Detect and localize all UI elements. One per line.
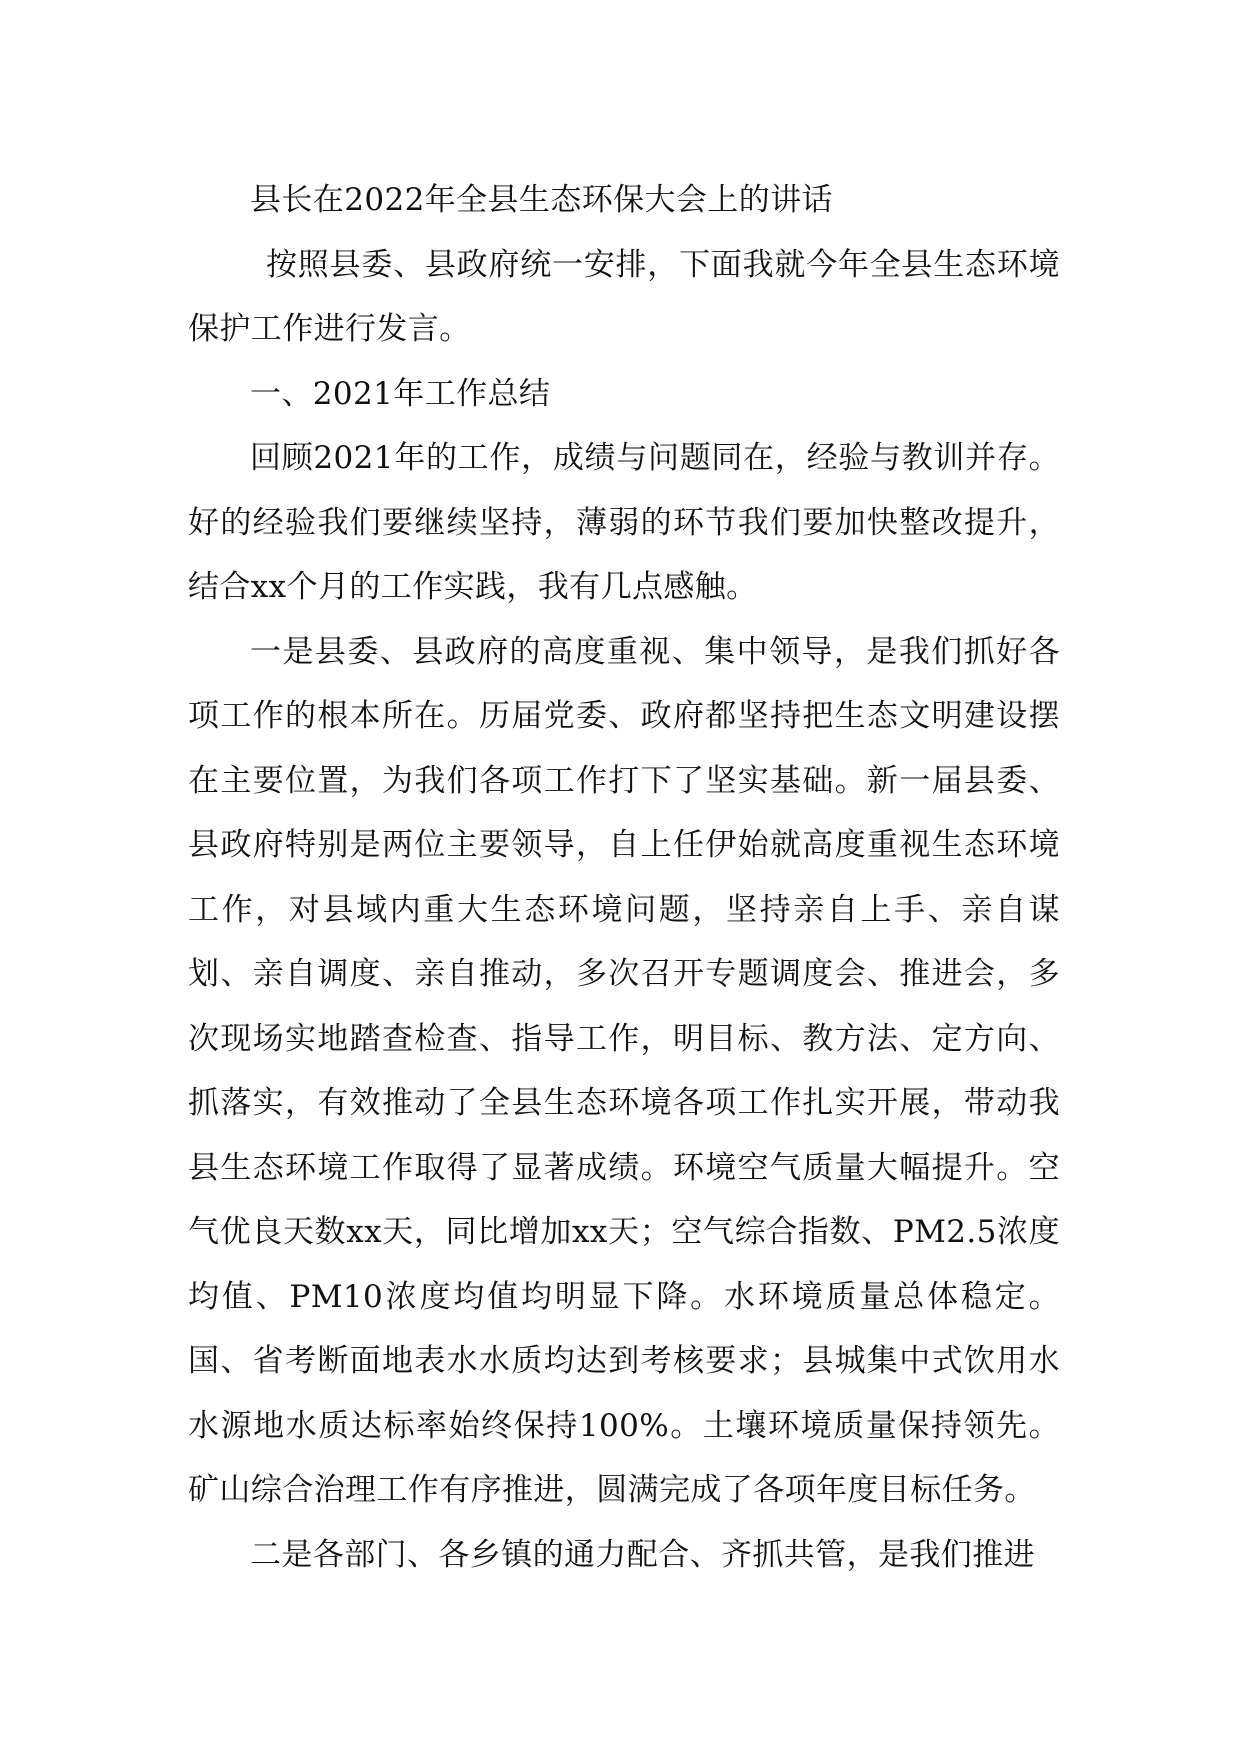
document-title: 县长在2022年全县生态环保大会上的讲话 [250,182,833,218]
paragraph-intro: 按照县委、县政府统一安排，下面我就今年全县生态环境保护工作进行发言。 [188,246,1060,347]
document-body [188,168,1060,1587]
paragraph: 回顾2021年的工作，成绩与问题同在，经验与教训并存。好的经验我们要继续坚持，薄弱的环节我们要加快整改提升，结合xx个月的工作实践，我有几点感触。 [188,440,1060,605]
paragraph: 二是各部门、各乡镇的通力配合、齐抓共管，是我们推进 [250,1536,1035,1573]
section-heading: 一、2021年工作总结 [250,375,551,412]
paragraph: 一是县委、县政府的高度重视、集中领导，是我们抓好各项工作的根本所在。历届党委、政府都坚持把生态文明建设摆在主要位置，为我们各项工作打下了坚实基础。新一届县委、县政府特别是两位主要领导，自上任伊始就高度重视生态环境工作，对县域内重大生态环境问题，坚持亲自上手、亲自谋划、亲自调度、亲自推动，多次召开专题调度会、推进会，多次现场实地踏查检查、指导工作，明目标、教方法、定方向、抓落实，有效推动了全县生态环境各项工作扎实开展，带动我县生态环境工作取得了显著成绩。环境空气质量大幅提升。空气优良天数xx天，同比增加xx天；空气综合指数、PM2.5浓度均值、PM10浓度均值均明显下降。水环境质量总体稳定。国、省考断面地表水水质均达到考核要求；县城集中式饮用水水源地水质达标率始终保持100%。土壤环境质量保持领先。矿山综合治理工作有序推进，圆满完成了各项年度目标任务。 [188,633,1060,1508]
